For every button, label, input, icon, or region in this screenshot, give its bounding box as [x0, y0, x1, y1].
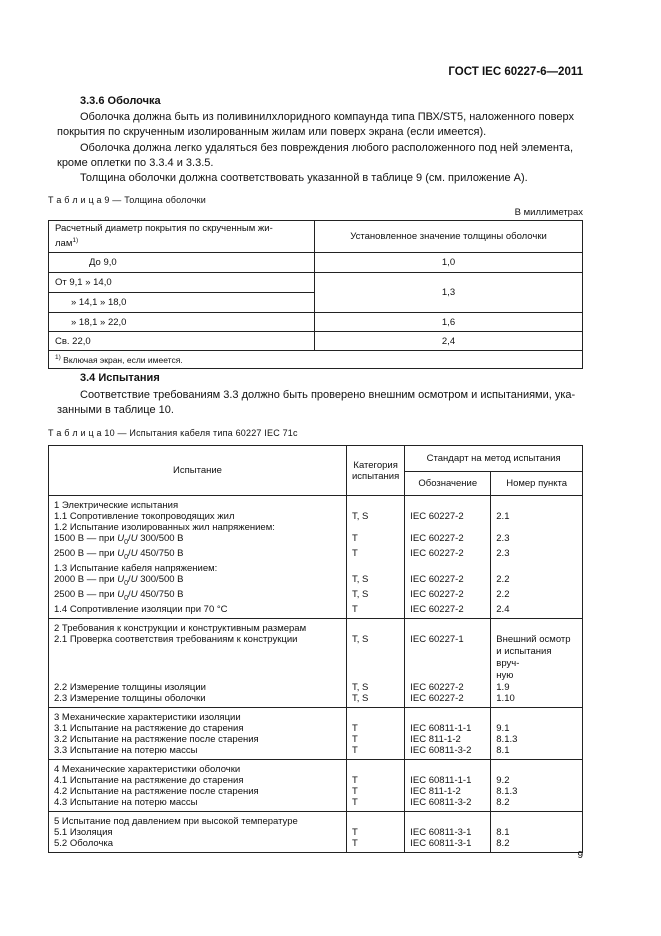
category-cell: Т	[347, 734, 405, 745]
standard-cell: IEC 60227-2	[405, 511, 491, 522]
clause-cell: 8.1	[491, 745, 583, 760]
test-name: 4.2 Испытание на растяжение после старения	[49, 786, 347, 797]
standard-cell: IEC 60227-2	[405, 574, 491, 589]
test-name: 4.3 Испытание на потерю массы	[49, 797, 347, 812]
category-cell: Т	[347, 723, 405, 734]
group-title: 3 Механические характеристики изоляции	[49, 707, 347, 723]
text: 300/500 В	[137, 533, 184, 544]
table-row	[49, 838, 583, 853]
empty-cell	[347, 522, 405, 533]
test-name: 1.2 Испытание изолированных жил напряжением:	[49, 522, 347, 533]
page-number: 9	[577, 850, 583, 861]
text: Внешний осмотр	[496, 633, 571, 645]
text: 0	[124, 594, 129, 602]
test-name: 2.3 Измерение толщины оболочки	[49, 693, 347, 708]
standard-cell: IEC 60227-1	[405, 634, 491, 682]
table-9-header-diameter	[49, 221, 315, 253]
table-10-caption: Т а б л и ц а 10 — Испытания кабеля типа 60227 IEC 71с	[48, 428, 298, 438]
diameter-cell: Св. 22,0	[49, 332, 315, 351]
text: /	[128, 533, 131, 544]
diameter-cell: » 18,1 » 22,0	[49, 313, 315, 332]
text: U	[117, 533, 125, 544]
text: /	[128, 588, 131, 600]
diameter-cell: » 14,1 » 18,0	[49, 293, 315, 313]
table-row	[49, 253, 583, 273]
text: 0	[124, 538, 129, 546]
category-cell: Т, S	[347, 511, 405, 522]
text: /	[128, 547, 131, 559]
text: 2500 В — при	[54, 588, 118, 600]
test-name: 1.1 Сопротивление токопроводящих жил	[49, 511, 347, 522]
test-name	[49, 533, 347, 548]
test-name: 5.1 Изоляция	[49, 827, 347, 838]
table-row	[49, 618, 583, 634]
table-10	[48, 445, 583, 853]
thickness-cell: 1,3	[315, 273, 583, 313]
table-row	[49, 533, 583, 548]
section-title-3-3-6: 3.3.6 Оболочка	[80, 95, 161, 107]
table-row	[49, 548, 583, 563]
test-name: 1.3 Испытание кабеля напряжением:	[49, 563, 347, 574]
text: U	[117, 573, 125, 585]
empty-cell	[347, 496, 405, 512]
text: 450/750 В	[137, 547, 184, 559]
standard-cell: IEC 60227-2	[405, 589, 491, 604]
paragraph-line: Оболочка должна легко удаляться без повреждения любого расположенного под ней элемента,	[80, 142, 573, 154]
text: U	[117, 588, 125, 600]
text: ную	[496, 669, 514, 681]
category-cell: Т	[347, 797, 405, 812]
clause-cell: 2.2	[491, 574, 583, 589]
empty-cell	[347, 707, 405, 723]
diameter-cell: От 9,1 » 14,0	[49, 273, 315, 293]
test-name	[49, 574, 347, 589]
category-cell: Т	[347, 827, 405, 838]
text: 0	[124, 579, 129, 587]
category-cell: Т	[347, 548, 405, 563]
standard-cell: IEC 60227-2	[405, 682, 491, 693]
test-name: 3.2 Испытание на растяжение после старения	[49, 734, 347, 745]
standard-cell: IEC 60811-3-1	[405, 827, 491, 838]
header-designation: Обозначение	[405, 472, 491, 496]
group-title: 1 Электрические испытания	[49, 496, 347, 512]
empty-cell	[491, 496, 583, 512]
empty-cell	[405, 496, 491, 512]
category-cell: Т	[347, 533, 405, 548]
empty-cell	[347, 618, 405, 634]
category-cell: Т, S	[347, 574, 405, 589]
text: 450/750 В	[137, 588, 184, 600]
standard-cell: IEC 60811-1-1	[405, 775, 491, 786]
table-9	[48, 220, 583, 369]
table-row	[49, 811, 583, 827]
standard-cell: IEC 811-1-2	[405, 786, 491, 797]
test-name: 1.4 Сопротивление изоляции при 70 °С	[49, 604, 347, 619]
table-row	[49, 589, 583, 604]
thickness-cell: 1,6	[315, 313, 583, 332]
paragraph-line: кроме оплетки по 3.3.4 и 3.3.5.	[57, 157, 214, 169]
test-name	[49, 589, 347, 604]
table-row	[49, 574, 583, 589]
document-header: ГОСТ IEC 60227-6—2011	[448, 66, 583, 78]
table-row	[49, 723, 583, 734]
text: /	[128, 573, 131, 585]
header-line: Расчетный диаметр покрытия по скрученным жи-	[55, 222, 273, 234]
table-row	[49, 827, 583, 838]
text: 300/500 В	[137, 573, 184, 585]
text: и испытания вруч-	[496, 645, 552, 669]
standard-cell: IEC 60227-2	[405, 548, 491, 563]
empty-cell	[405, 707, 491, 723]
empty-cell	[405, 759, 491, 775]
paragraph-line: Оболочка должна быть из поливинилхлоридного компаунда типа ПВХ/ST5, наложенного поверх	[80, 111, 575, 123]
table-row	[49, 522, 583, 533]
standard-cell: IEC 60227-2	[405, 604, 491, 619]
test-name: 4.1 Испытание на растяжение до старения	[49, 775, 347, 786]
test-name: 3.3 Испытание на потерю массы	[49, 745, 347, 760]
paragraph-line: Соответствие требованиям 3.3 должно быть проверено внешним осмотром и испытаниями, ука-	[80, 389, 576, 401]
header-clause: Номер пункта	[491, 472, 583, 496]
test-name: 2.1 Проверка соответствия требованиям к конструкции	[49, 634, 347, 682]
test-name: 2.2 Измерение толщины изоляции	[49, 682, 347, 693]
category-cell: Т	[347, 786, 405, 797]
table-row	[49, 332, 583, 351]
text: 1500 В — при	[54, 533, 118, 544]
paragraph-line: Толщина оболочки должна соответствовать указанной в таблице 9 (см. приложение А).	[80, 172, 528, 184]
empty-cell	[347, 563, 405, 574]
header-line: лам	[55, 238, 73, 250]
test-name	[49, 548, 347, 563]
table-row	[49, 745, 583, 760]
footnote-text: Включая экран, если имеется.	[63, 354, 183, 365]
clause-cell: 2.2	[491, 589, 583, 604]
category-cell: Т, S	[347, 634, 405, 682]
text: U	[130, 573, 138, 585]
text: U	[130, 547, 138, 559]
table-row	[49, 273, 583, 293]
group-title: 2 Требования к конструкции и конструктивным размерам	[49, 618, 347, 634]
paragraph-line: занными в таблице 10.	[57, 404, 174, 416]
empty-cell	[491, 563, 583, 574]
empty-cell	[491, 618, 583, 634]
empty-cell	[347, 759, 405, 775]
test-name: 5.2 Оболочка	[49, 838, 347, 853]
clause-cell: 8.1	[491, 827, 583, 838]
header-line: Категория	[353, 459, 398, 471]
category-cell: Т	[347, 775, 405, 786]
empty-cell	[491, 707, 583, 723]
category-cell: Т, S	[347, 693, 405, 708]
clause-cell: 9.2	[491, 775, 583, 786]
clause-cell: 8.1.3	[491, 734, 583, 745]
table-9-footnote	[49, 351, 583, 369]
category-cell: Т	[347, 604, 405, 619]
table-row	[49, 604, 583, 619]
table-row	[49, 775, 583, 786]
table-9-caption: Т а б л и ц а 9 — Толщина оболочки	[48, 195, 206, 205]
text: U	[130, 533, 138, 544]
clause-cell: 8.2	[491, 838, 583, 853]
category-cell: Т, S	[347, 589, 405, 604]
clause-cell: 9.1	[491, 723, 583, 734]
standard-cell: IEC 60811-3-2	[405, 797, 491, 812]
paragraph-line: покрытия по скрученным изолированным жилам или поверх экрана (если имеется).	[57, 126, 487, 138]
footnote-ref: 1)	[72, 236, 79, 244]
table-row	[49, 759, 583, 775]
standard-cell: IEC 60811-1-1	[405, 723, 491, 734]
header-standard: Стандарт на метод испытания	[405, 446, 583, 472]
empty-cell	[491, 811, 583, 827]
text: 2500 В — при	[54, 547, 118, 559]
header-test: Испытание	[49, 446, 347, 496]
clause-cell: 2.3	[491, 533, 583, 548]
table-row	[49, 563, 583, 574]
empty-cell	[491, 759, 583, 775]
standard-cell: IEC 811-1-2	[405, 734, 491, 745]
text: U	[117, 547, 125, 559]
empty-cell	[347, 811, 405, 827]
table-row	[49, 313, 583, 332]
category-cell: Т, S	[347, 682, 405, 693]
table-9-unit: В миллиметрах	[514, 207, 583, 218]
empty-cell	[405, 811, 491, 827]
empty-cell	[405, 563, 491, 574]
table-row	[49, 693, 583, 708]
empty-cell	[405, 618, 491, 634]
table-row	[49, 786, 583, 797]
empty-cell	[491, 522, 583, 533]
table-row	[49, 511, 583, 522]
standard-cell: IEC 60227-2	[405, 693, 491, 708]
group-title: 4 Механические характеристики оболочки	[49, 759, 347, 775]
text: U	[130, 588, 138, 600]
clause-cell: 8.1.3	[491, 786, 583, 797]
clause-cell: 2.4	[491, 604, 583, 619]
table-row	[49, 496, 583, 512]
text: 0	[124, 553, 129, 561]
category-cell: Т	[347, 745, 405, 760]
standard-cell: IEC 60227-2	[405, 533, 491, 548]
footnote-mark: 1)	[55, 354, 61, 362]
clause-cell: 1.10	[491, 693, 583, 708]
diameter-cell: До 9,0	[49, 253, 315, 273]
clause-cell: 2.1	[491, 511, 583, 522]
thickness-cell: 2,4	[315, 332, 583, 351]
header-category	[347, 446, 405, 496]
header-line: испытания	[352, 470, 400, 482]
table-9-header-thickness: Установленное значение толщины оболочки	[315, 221, 583, 253]
text: 2000 В — при	[54, 573, 118, 585]
group-title: 5 Испытание под давлением при высокой температуре	[49, 811, 347, 827]
table-footnote-row	[49, 351, 583, 369]
empty-cell	[405, 522, 491, 533]
section-title-3-4: 3.4 Испытания	[80, 372, 160, 384]
clause-cell: 1.9	[491, 682, 583, 693]
table-row	[49, 734, 583, 745]
thickness-cell: 1,0	[315, 253, 583, 273]
standard-cell: IEC 60811-3-2	[405, 745, 491, 760]
clause-cell	[491, 634, 583, 682]
table-row	[49, 707, 583, 723]
table-row	[49, 634, 583, 682]
test-name: 3.1 Испытание на растяжение до старения	[49, 723, 347, 734]
standard-cell: IEC 60811-3-1	[405, 838, 491, 853]
table-row	[49, 682, 583, 693]
clause-cell: 2.3	[491, 548, 583, 563]
clause-cell: 8.2	[491, 797, 583, 812]
table-row	[49, 797, 583, 812]
category-cell: Т	[347, 838, 405, 853]
